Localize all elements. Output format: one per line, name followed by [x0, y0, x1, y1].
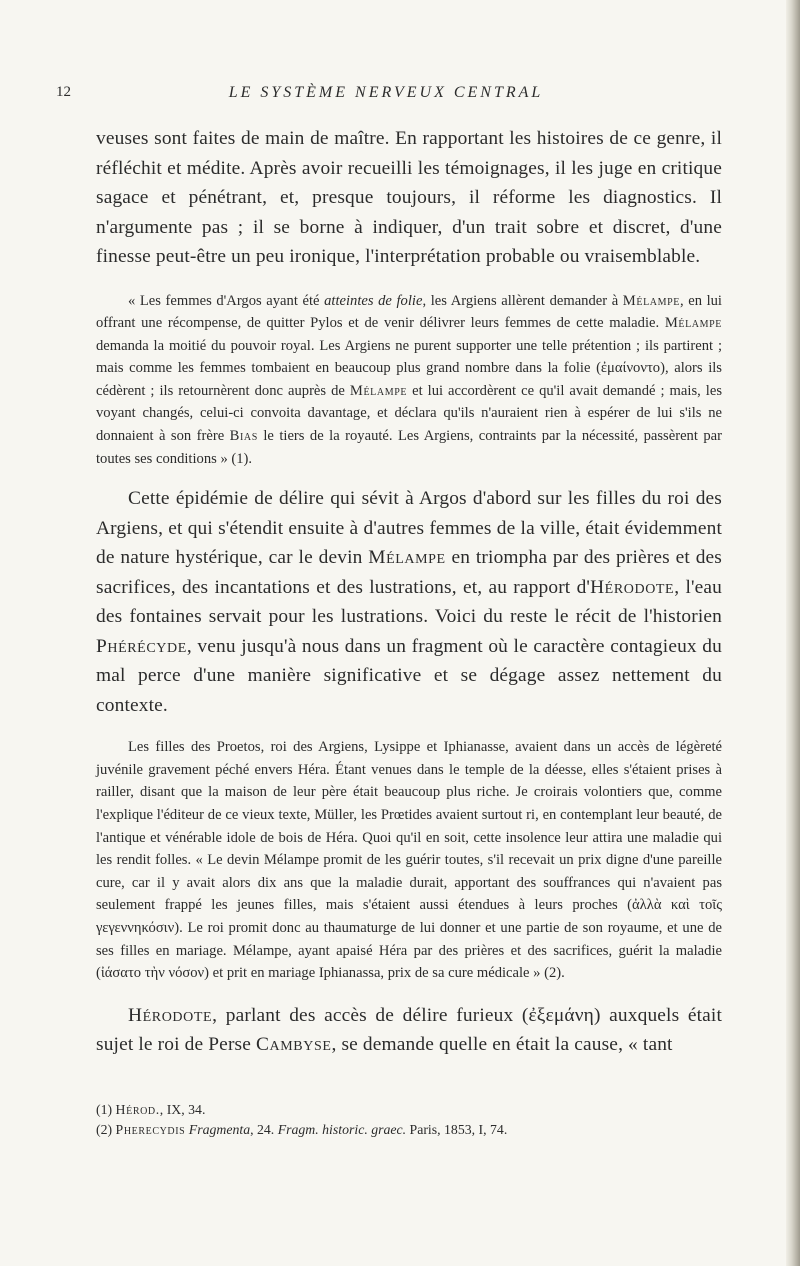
page-edge-shadow	[786, 0, 800, 1266]
running-title: LE SYSTÈME NERVEUX CENTRAL	[228, 84, 544, 101]
footnote-1: (1) Hérod., IX, 34.	[96, 1101, 206, 1117]
footnote-2: (2) Pherecydis Fragmenta, 24. Fragm. historic. graec. Paris, 1853, I, 74.	[96, 1121, 508, 1137]
page-number: 12	[56, 84, 71, 100]
quotation-herodotus: « Les femmes d'Argos ayant été atteintes de folie, les Argiens allèrent demander à Mélampe, en lui offrant une récompense, de quitter Pylos et de venir délivrer leurs femmes de cette maladie. Mélampe demanda la moitié du pouvoir royal. Les Argiens ne purent supporter une telle prétention ; ils partirent ; mais comme les femmes tombaient en beaucoup plus grand nombre dans la folie (ἐμαίνοντο), alors ils cédèrent ; ils retournèrent donc auprès de Mélampe et lui accordèrent ce qu'il avait demandé ; mais, les voyant changés, celui-ci convoita davantage, et déclara qu'ils n'auraient rien à espérer de lui s'ils ne donnaient à son frère Bias le tiers de la royauté. Les Argiens, contraints par la nécessité, passèrent par toutes ses conditions » (1).	[96, 292, 722, 467]
footnotes	[96, 1100, 722, 1140]
paragraph-continuation: veuses sont faites de main de maître. En rapportant les histoires de ce genre, il réfléchit et médite. Après avoir recueilli les témoignages, il les juge en critique sagace et pénétrant, et, presque toujours, il réforme les diagnostics. Il n'argumente pas ; il se borne à indiquer, d'un trait sobre et discret, d'une finesse peut-être un peu ironique, l'interprétation probable ou vraisemblable.	[96, 128, 722, 267]
page-body	[96, 124, 722, 1140]
paragraph-epidemic: Cette épidémie de délire qui sévit à Argos d'abord sur les filles du roi des Argiens, et qui s'étendit ensuite à d'autres femmes de la ville, était évidemment de nature hystérique, car le devin Mélampe en triompha par des prières et des sacrifices, des incantations et des lustrations, et, au rapport d'Hérodote, l'eau des fontaines servait pour les lustrations. Voici du reste le récit de l'historien Phérécyde, venu jusqu'à nous dans un fragment où le caractère contagieux du mal perce d'une manière significative et se dégage assez nettement du contexte.	[96, 488, 722, 716]
quotation-pherecydes: Les filles des Proetos, roi des Argiens, Lysippe et Iphianasse, avaient dans un accès de légèreté juvénile gravement péché envers Héra. Étant venues dans le temple de la déesse, elles s'étaient prises à railler, disant que la maison de leur père était beaucoup plus riche. Je croirais volontiers que, comme l'explique l'éditeur de ce vieux texte, Müller, les Prœtides avaient surtout ri, en contemplant leur beauté, de l'antique et vénérable idole de bois de Héra. Quoi qu'il en soit, cette insolence leur attira une maladie qui les rendit folles. « Le devin Mélampe promit de les guérir toutes, s'il recevait un prix digne d'une pareille cure, car il y avait alors dix ans que la maladie durait, apportant des souffrances qui n'avaient pas seulement frappé les jeunes filles, mais s'étaient aussi étendues à leurs proches (ἀλλὰ καὶ τοῖς γεγεννηκόσιν). Le roi promit donc au thaumaturge de lui donner et une partie de son royaume, et une de ses filles en mariage. Mélampe, ayant apaisé Héra par des prières et des sacrifices, guérit la maladie (ἰάσατο τὴν νόσον) et prit en mariage Iphianassa, prix de sa cure médicale » (2).	[96, 739, 722, 982]
page-header	[56, 84, 716, 108]
paragraph-cambyse: Hérodote, parlant des accès de délire furieux (ἐξεμάνη) auxquels était sujet le roi de Perse Cambyse, se demande quelle en était la cause, « tant	[96, 1004, 722, 1056]
